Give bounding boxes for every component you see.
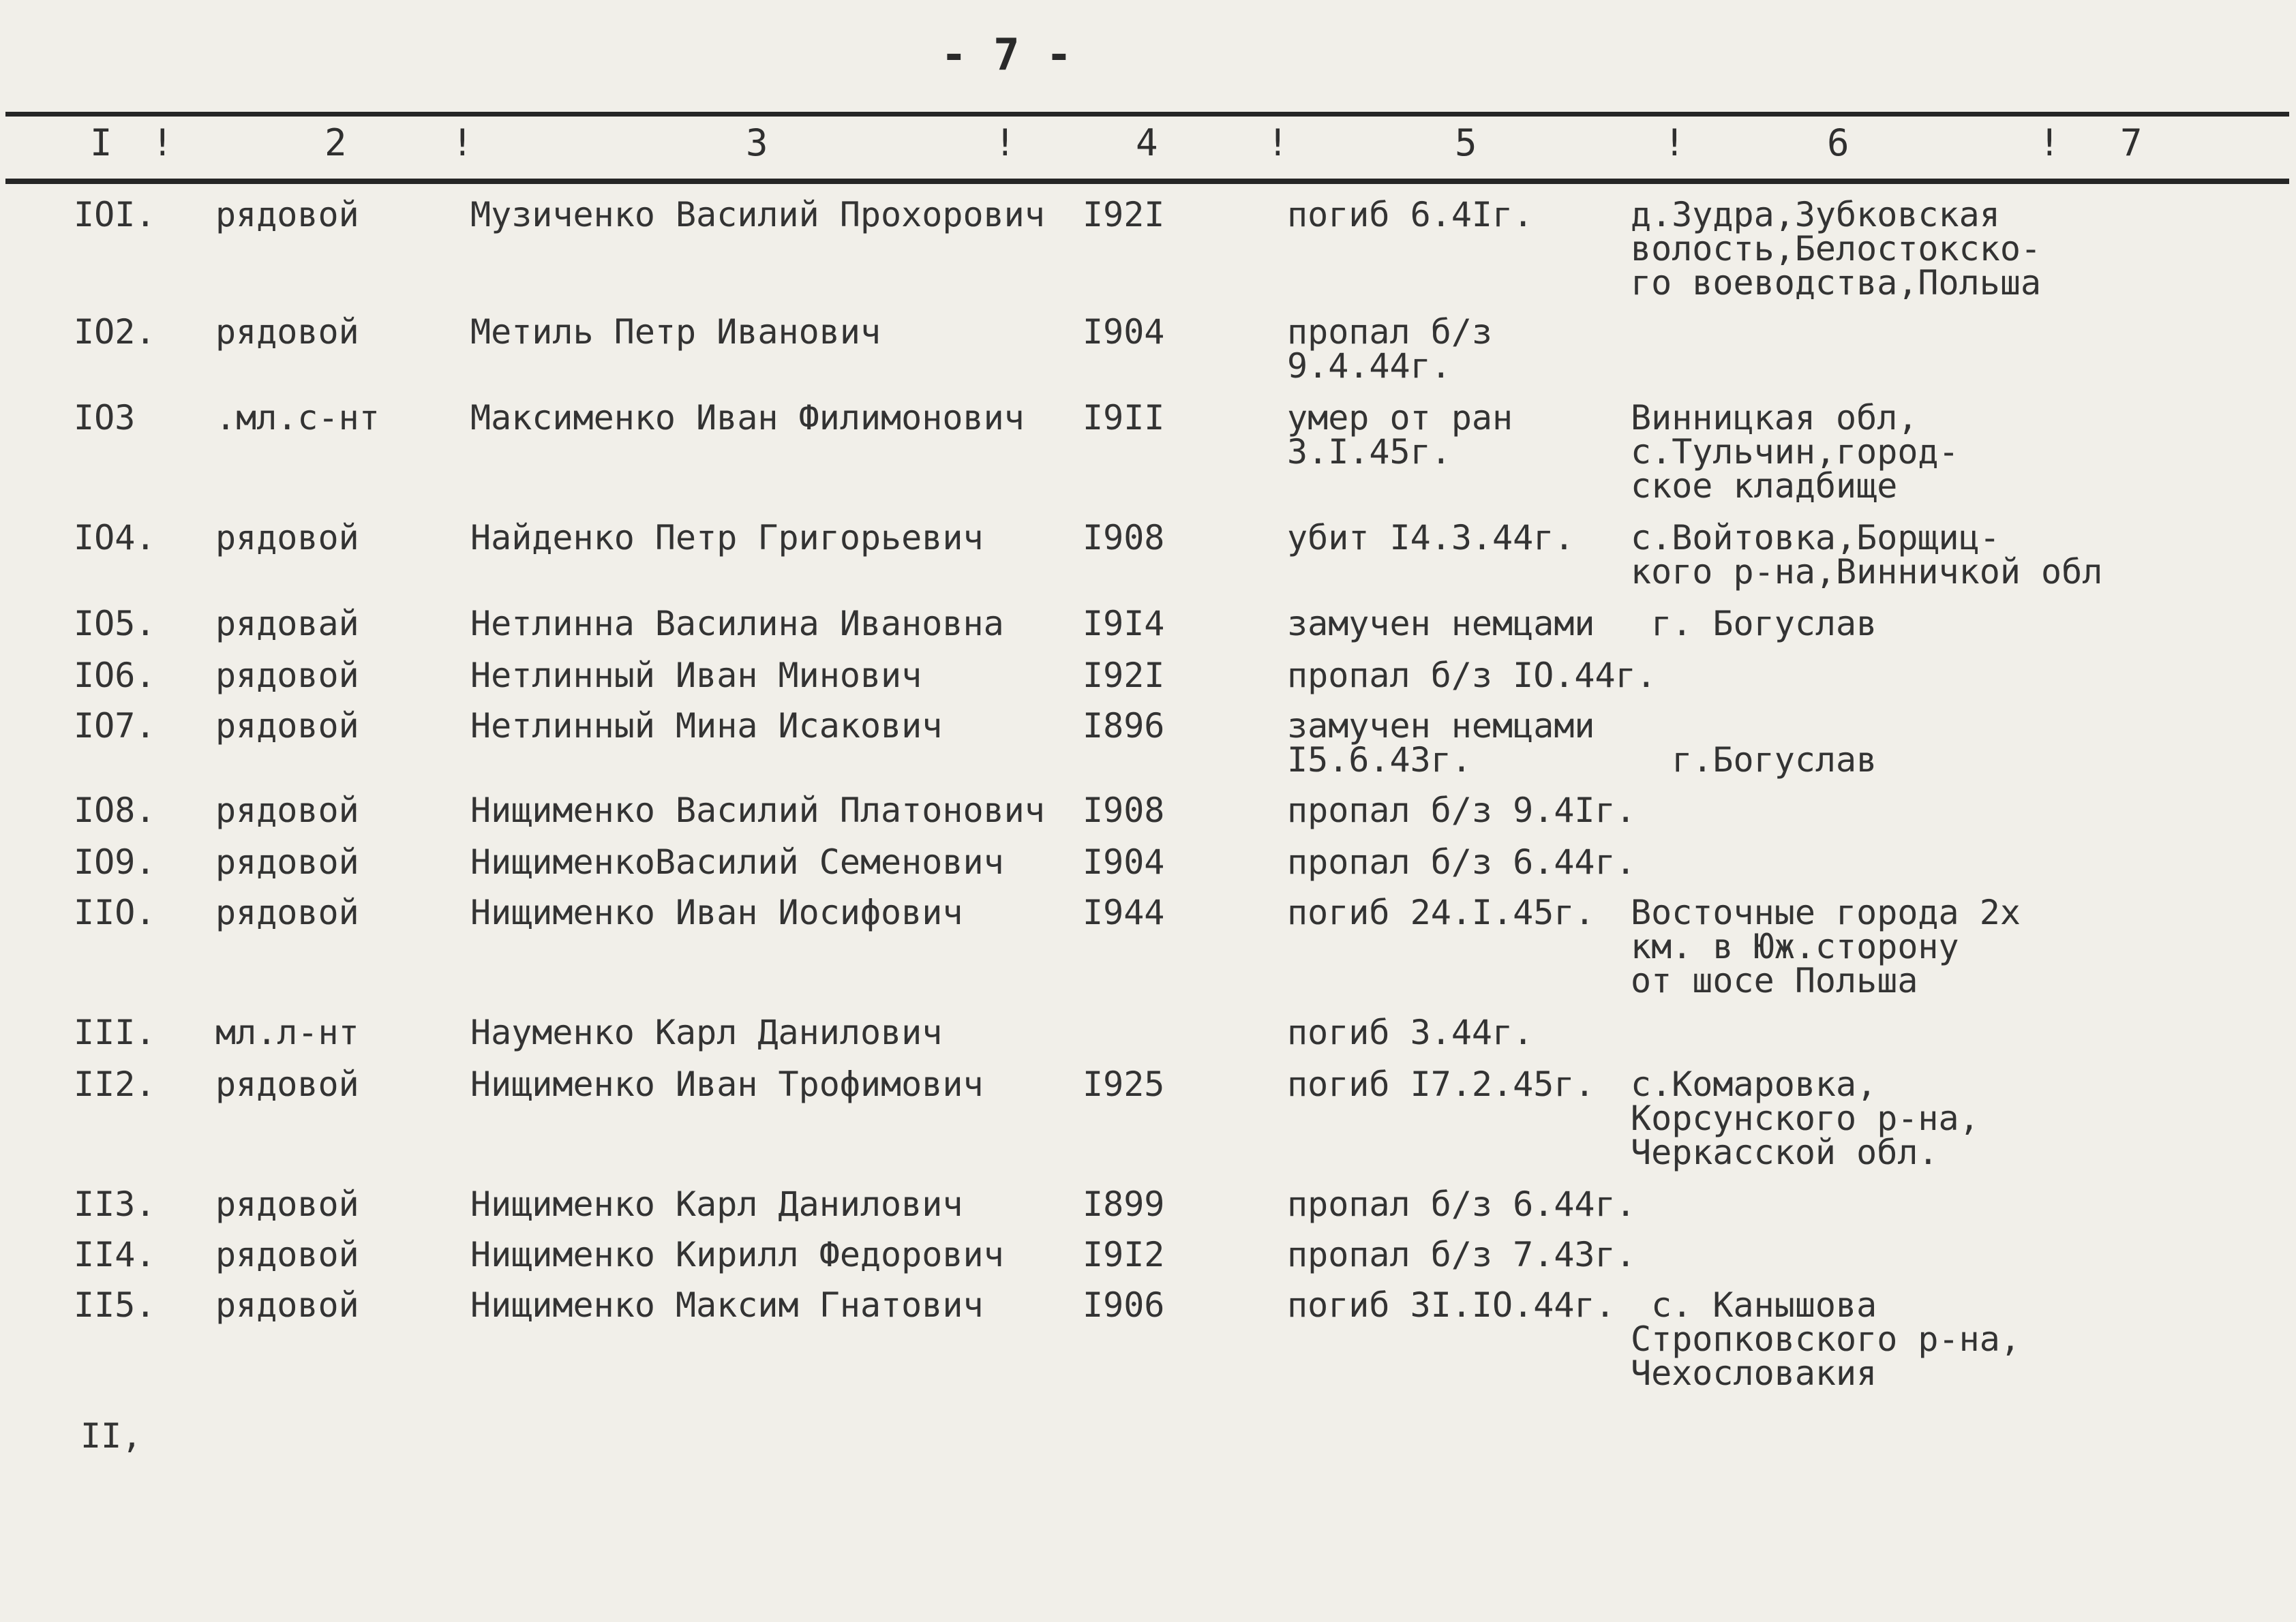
fate-cell: погиб 6.4Iг. (1287, 195, 1534, 234)
fate-cell: замучен немцами (1287, 604, 1595, 643)
birth-year-cell: I944 (1083, 893, 1165, 932)
rank-cell: рядовой (215, 1184, 359, 1224)
row-number: III. (74, 1013, 156, 1052)
column-separator: ! (2038, 121, 2061, 164)
burial-place-cell: с.Комаровка, Корсунского р-на, Черкасской обл. (1631, 1065, 1980, 1172)
burial-place-cell: Восточные города 2х км. в Юж.сторону от шосе Польша (1631, 893, 2021, 1000)
burial-place-cell: д.Зудра,Зубковская волость,Белостокско- го воеводства,Польша (1631, 195, 2042, 303)
column-separator: ! (451, 121, 474, 164)
birth-year-cell: I908 (1083, 518, 1165, 557)
birth-year-cell: I908 (1083, 791, 1165, 830)
column-header-2: 2 (324, 121, 347, 164)
column-separator: ! (151, 121, 174, 164)
rank-cell: .мл.с-нт (215, 398, 380, 438)
rank-cell: мл.л-нт (215, 1013, 359, 1052)
name-cell: Нищименко Кирилл Федорович (470, 1235, 1004, 1274)
rank-cell: рядовой (215, 1065, 359, 1104)
name-cell: Максименко Иван Филимонович (470, 398, 1025, 438)
name-cell: Нетлинный Мина Исакович (470, 706, 943, 746)
name-cell: НищименкоВасилий Семенович (470, 842, 1004, 882)
column-header-1: I (90, 121, 112, 164)
name-cell: Нищименко Иван Трофимович (470, 1065, 984, 1104)
burial-place-cell: г.Богуслав (1672, 740, 1877, 780)
birth-year-cell: I899 (1083, 1184, 1165, 1224)
fate-cell: пропал б/з 9.4.44г. (1287, 312, 1493, 386)
row-number: II2. (74, 1065, 156, 1104)
column-header-7: 7 (2120, 121, 2143, 164)
fate-cell: погиб 3.44г. (1287, 1013, 1534, 1052)
fate-cell: пропал б/з 6.44г. (1287, 1184, 1636, 1224)
fate-cell: погиб 3I.IO.44г. (1287, 1285, 1616, 1325)
row-number: IO7. (74, 706, 156, 746)
birth-year-cell: I906 (1083, 1285, 1165, 1325)
rank-cell: рядовой (215, 518, 359, 557)
name-cell: Музиченко Василий Прохорович (470, 195, 1045, 234)
fate-cell: пропал б/з 6.44г. (1287, 842, 1636, 882)
burial-place-cell: г. Богуслав (1631, 604, 1877, 643)
column-header-3: 3 (746, 121, 768, 164)
row-number: II3. (74, 1184, 156, 1224)
fate-cell: умер от ран 3.I.45г. (1287, 398, 1513, 472)
rank-cell: рядовой (215, 312, 359, 352)
fate-cell: пропал б/з IO.44г. (1287, 656, 1657, 695)
rank-cell: рядовай (215, 604, 359, 643)
burial-place-cell: Винницкая обл, с.Тульчин,город- ское кладбище (1631, 398, 1959, 506)
row-number: IO6. (74, 656, 156, 695)
row-number: II5. (74, 1285, 156, 1325)
fate-cell: погиб I7.2.45г. (1287, 1065, 1595, 1104)
birth-year-cell: I92I (1083, 195, 1165, 234)
header-bottom-rule (5, 179, 2289, 184)
fate-cell: убит I4.3.44г. (1287, 518, 1575, 557)
row-number: IO2. (74, 312, 156, 352)
continuation-mark: II, (80, 1416, 142, 1456)
rank-cell: рядовой (215, 842, 359, 882)
rank-cell: рядовой (215, 1285, 359, 1325)
name-cell: Нетлинна Василина Ивановна (470, 604, 1004, 643)
birth-year-cell: I9I4 (1083, 604, 1165, 643)
birth-year-cell: I904 (1083, 842, 1165, 882)
fate-cell: пропал б/з 9.4Iг. (1287, 791, 1636, 830)
column-header-4: 4 (1136, 121, 1158, 164)
rank-cell: рядовой (215, 791, 359, 830)
name-cell: Нетлинный Иван Минович (470, 656, 922, 695)
column-header-5: 5 (1455, 121, 1477, 164)
birth-year-cell: I92I (1083, 656, 1165, 695)
rank-cell: рядовой (215, 893, 359, 932)
name-cell: Нищименко Карл Данилович (470, 1184, 963, 1224)
name-cell: Нищименко Максим Гнатович (470, 1285, 984, 1325)
burial-place-cell: с. Канышова Стропковского р-на, Чехословакия (1631, 1285, 2021, 1393)
row-number: IO9. (74, 842, 156, 882)
row-number: IOI. (74, 195, 156, 234)
page-number: - 7 - (941, 30, 1072, 80)
name-cell: Науменко Карл Данилович (470, 1013, 943, 1052)
column-separator: ! (1267, 121, 1289, 164)
rank-cell: рядовой (215, 656, 359, 695)
fate-cell: погиб 24.I.45г. (1287, 893, 1595, 932)
column-separator: ! (994, 121, 1016, 164)
row-number: IO5. (74, 604, 156, 643)
burial-place-cell: с.Войтовка,Борщиц- кого р-на,Винничкой обл (1631, 518, 2103, 592)
rank-cell: рядовой (215, 1235, 359, 1274)
name-cell: Нищименко Иван Иосифович (470, 893, 963, 932)
rank-cell: рядовой (215, 195, 359, 234)
column-separator: ! (1663, 121, 1686, 164)
header-top-rule (5, 112, 2289, 117)
name-cell: Нищименко Василий Платонович (470, 791, 1045, 830)
row-number: IO4. (74, 518, 156, 557)
column-header-6: 6 (1827, 121, 1849, 164)
birth-year-cell: I904 (1083, 312, 1165, 352)
fate-cell: замучен немцами I5.6.43г. (1287, 706, 1595, 780)
fate-cell: пропал б/з 7.43г. (1287, 1235, 1636, 1274)
row-number: IIO. (74, 893, 156, 932)
name-cell: Метиль Петр Иванович (470, 312, 881, 352)
birth-year-cell: I9I2 (1083, 1235, 1165, 1274)
birth-year-cell: I896 (1083, 706, 1165, 746)
row-number: IO3 (74, 398, 136, 438)
row-number: II4. (74, 1235, 156, 1274)
name-cell: Найденко Петр Григорьевич (470, 518, 984, 557)
birth-year-cell: I9II (1083, 398, 1165, 438)
birth-year-cell: I925 (1083, 1065, 1165, 1104)
rank-cell: рядовой (215, 706, 359, 746)
row-number: IO8. (74, 791, 156, 830)
